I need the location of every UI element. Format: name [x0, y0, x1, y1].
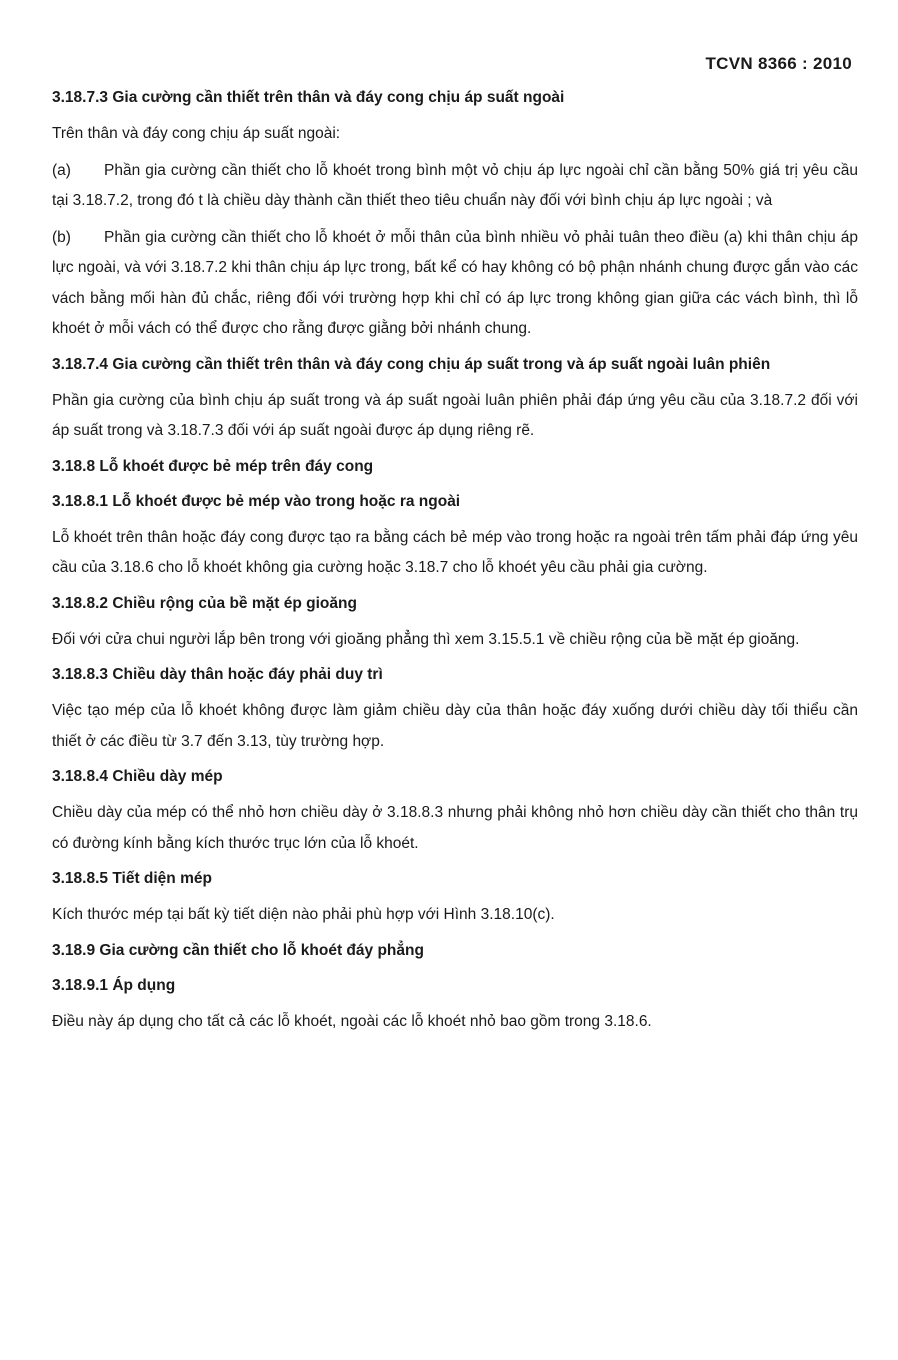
section-heading: 3.18.9.1 Áp dụng	[52, 976, 176, 994]
section-heading: 3.18.8.4 Chiều dày mép	[52, 768, 223, 785]
paragraph: Kích thước mép tại bất kỳ tiết diện nào phải phù hợp với Hình 3.18.10(c).	[52, 906, 555, 923]
list-item-label: (b)	[52, 228, 71, 246]
paragraph: Đối với cửa chui người lắp bên trong với gioăng phẳng thì xem 3.15.5.1 về chiều rộng của bề mặt ép gioăng.	[52, 630, 800, 648]
section-heading: 3.18.8.5 Tiết diện mép	[52, 870, 212, 887]
section-heading: 3.18.9 Gia cường cần thiết cho lỗ khoét đáy phẳng	[52, 941, 424, 959]
document-body	[52, 84, 858, 1043]
list-item-text: Phần gia cường cần thiết cho lỗ khoét ở mỗi thân của bình nhiều vỏ phải tuân theo điều (a) khi thân chịu áp lực ngoài, và với 3.18.7.2 khi thân chịu áp lực trong, bất kể có hay không có bộ phận nhánh chung được gắn vào các vách bằng mối hàn đủ chắc, riêng đối với trường hợp khi chỉ có áp lực trong không gian giữa các vách bình, thì lỗ khoét ở mỗi vách có thể được cho rằng được giằng bởi nhánh chung.	[52, 228, 858, 337]
section-heading: 3.18.7.3 Gia cường cần thiết trên thân và đáy cong chịu áp suất ngoài	[52, 89, 565, 106]
section-heading: 3.18.8.3 Chiều dày thân hoặc đáy phải duy trì	[52, 666, 383, 683]
section-heading: 3.18.7.4 Gia cường cần thiết trên thân và đáy cong chịu áp suất trong và áp suất ngoài luân phiên	[52, 355, 771, 373]
list-item	[52, 156, 858, 217]
list-item-label: (a)	[52, 161, 71, 179]
paragraph: Lỗ khoét trên thân hoặc đáy cong được tạo ra bằng cách bẻ mép vào trong hoặc ra ngoài trên tấm phải đáp ứng yêu cầu của 3.18.6 cho lỗ khoét không gia cường hoặc 3.18.7 cho lỗ khoét yêu cầu phải gia cường.	[52, 528, 858, 576]
standard-code: TCVN 8366 : 2010	[705, 54, 852, 73]
section-heading: 3.18.8 Lỗ khoét được bẻ mép trên đáy cong	[52, 457, 374, 475]
paragraph: Điều này áp dụng cho tất cả các lỗ khoét, ngoài các lỗ khoét nhỏ bao gồm trong 3.18.6.	[52, 1012, 652, 1030]
paragraph: Phần gia cường của bình chịu áp suất trong và áp suất ngoài luân phiên phải đáp ứng yêu cầu của 3.18.7.2 đối với áp suất trong và 3.18.7.3 đối với áp suất ngoài được áp dụng riêng rẽ.	[52, 391, 858, 439]
section-heading: 3.18.8.2 Chiều rộng của bề mặt ép gioăng	[52, 594, 357, 612]
paragraph: Việc tạo mép của lỗ khoét không được làm giảm chiều dày của thân hoặc đáy xuống dưới chiều dày tối thiểu cần thiết ở các điều từ 3.7 đến 3.13, tùy trường hợp.	[52, 702, 858, 750]
paragraph: Trên thân và đáy cong chịu áp suất ngoài:	[52, 125, 341, 142]
section-heading: 3.18.8.1 Lỗ khoét được bẻ mép vào trong hoặc ra ngoài	[52, 492, 461, 510]
list-item-text: Phần gia cường cần thiết cho lỗ khoét trong bình một vỏ chịu áp lực ngoài chỉ cần bằng 50% giá trị yêu cầu tại 3.18.7.2, trong đó t là chiều dày thành cần thiết theo tiêu chuẩn này đối với bình chịu áp lực ngoài ; và	[52, 161, 858, 209]
list-item	[52, 223, 858, 345]
paragraph: Chiều dày của mép có thể nhỏ hơn chiều dày ở 3.18.8.3 nhưng phải không nhỏ hơn chiều dày cần thiết cho thân trụ có đường kính bằng kích thước trục lớn của lỗ khoét.	[52, 804, 858, 852]
